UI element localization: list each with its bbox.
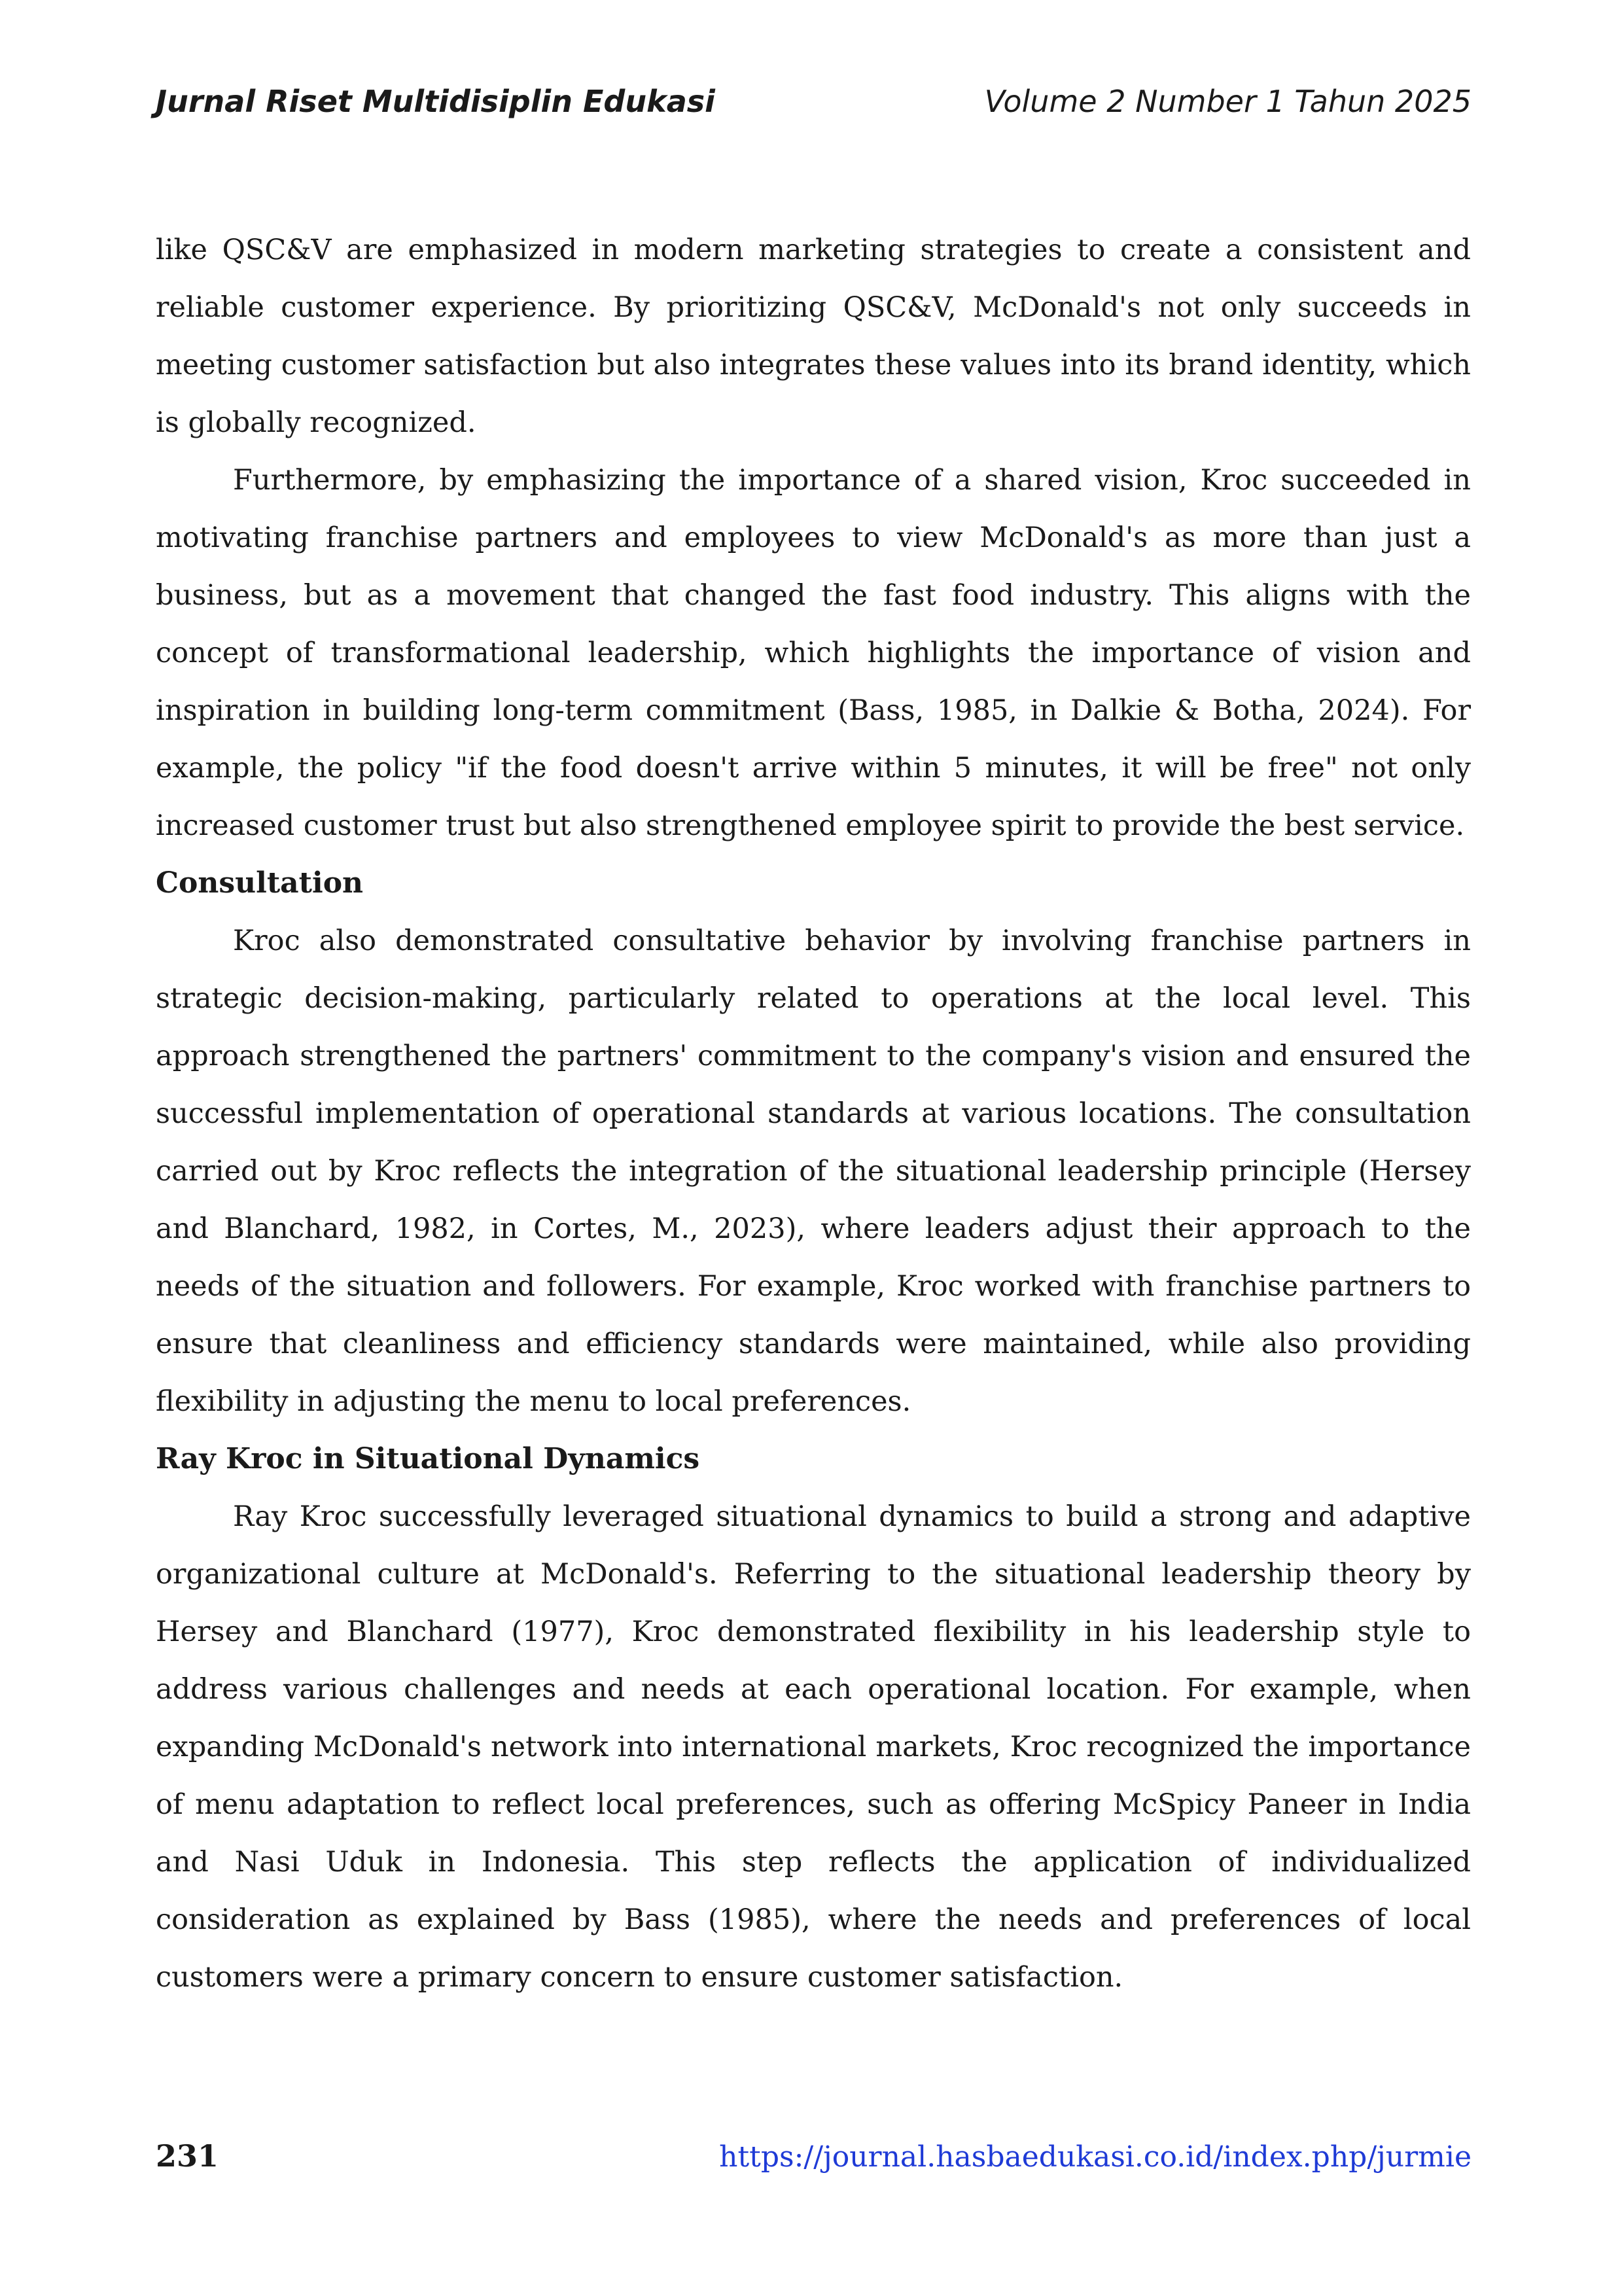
volume-info: Volume 2 Number 1 Tahun 2025 (984, 84, 1472, 119)
page-number: 231 (156, 2138, 219, 2174)
page-footer (156, 2138, 1472, 2174)
page-header (156, 84, 1472, 130)
section-heading-consultation: Consultation (156, 866, 364, 900)
article-body (156, 221, 1471, 2006)
paragraph-shared-vision: Furthermore, by emphasizing the importance of a shared vision, Kroc succeeded in motivating franchise partners and employees to view McDonald's as more than just a business, but as a movement that changed the fast food industry. This aligns with the concept of transformational leadership, which highlights the importance of vision and inspiration in building long-term commitment (Bass, 1985, in Dalkie & Botha, 2024). For example, the policy "if the food doesn't arrive within 5 minutes, it will be free" not only increased customer trust but also strengthened employee spirit to provide the best service. (156, 464, 1471, 842)
section-heading-situational-dynamics: Ray Kroc in Situational Dynamics (156, 1442, 700, 1475)
paragraph-continued: like QSC&V are emphasized in modern marketing strategies to create a consistent and reliable customer experience. By prioritizing QSC&V, McDonald's not only succeeds in meeting customer satisfaction but also integrates these values into its brand identity, which is globally recognized. (156, 234, 1471, 439)
journal-name: Jurnal Riset Multidisiplin Edukasi (156, 84, 715, 119)
journal-url-link[interactable]: https://journal.hasbaedukasi.co.id/index.php/jurmie (719, 2140, 1472, 2174)
paragraph-situational-dynamics: Ray Kroc successfully leveraged situational dynamics to build a strong and adaptive organizational culture at McDonald's. Referring to the situational leadership theory by Hersey and Blanchard (1977), Kroc demonstrated flexibility in his leadership style to address various challenges and needs at each operational location. For example, when expanding McDonald's network into international markets, Kroc recognized the importance of menu adaptation to reflect local preferences, such as offering McSpicy Paneer in India and Nasi Uduk in Indonesia. This step reflects the application of individualized consideration as explained by Bass (1985), where the needs and preferences of local customers were a primary concern to ensure customer satisfaction. (156, 1500, 1471, 1994)
paragraph-consultation: Kroc also demonstrated consultative behavior by involving franchise partners in strategic decision-making, particularly related to operations at the local level. This approach strengthened the partners' commitment to the company's vision and ensured the successful implementation of operational standards at various locations. The consultation carried out by Kroc reflects the integration of the situational leadership principle (Hersey and Blanchard, 1982, in Cortes, M., 2023), where leaders adjust their approach to the needs of the situation and followers. For example, Kroc worked with franchise partners to ensure that cleanliness and efficiency standards were maintained, while also providing flexibility in adjusting the menu to local preferences. (156, 925, 1471, 1418)
